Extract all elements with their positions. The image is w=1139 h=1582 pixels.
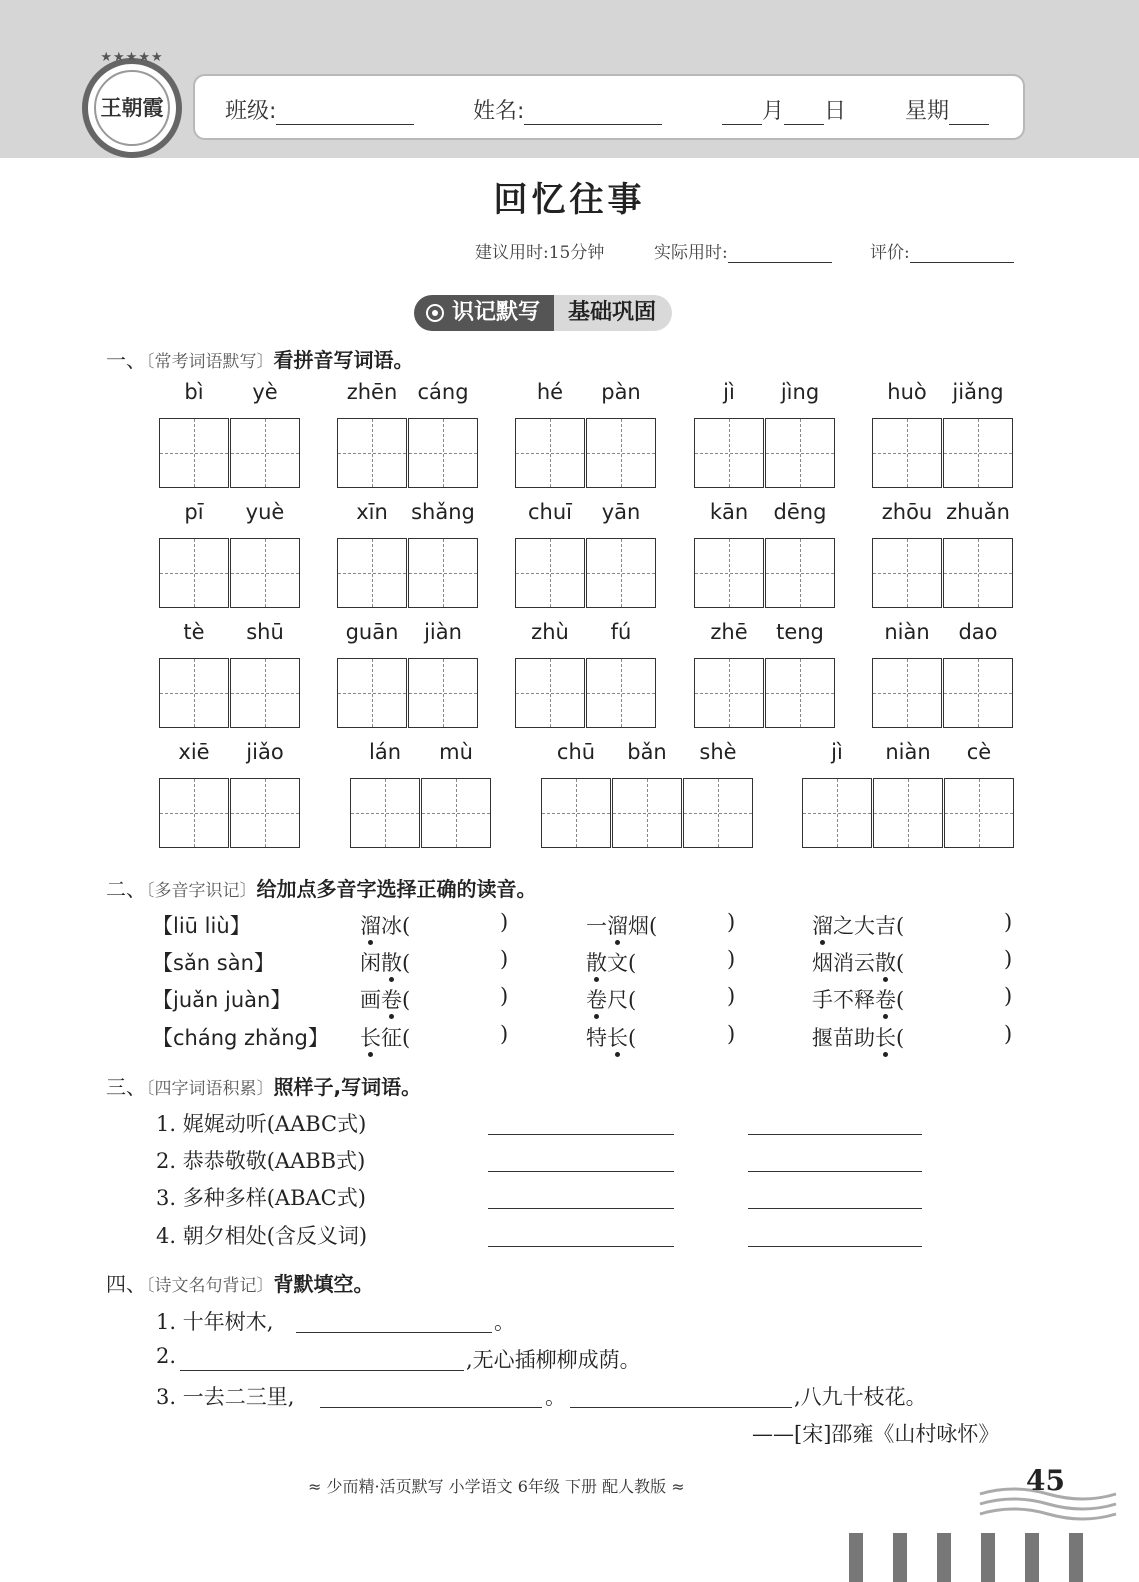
tian-grid-box[interactable] [408,418,478,488]
poem-blank-2[interactable] [180,1370,464,1371]
emphasis-dot [883,1052,888,1057]
tian-grid-box[interactable] [872,658,942,728]
pinyin-syllable: zhē [710,620,748,644]
idiom-answer-line[interactable] [488,1134,674,1135]
edge-bar [1069,1533,1083,1582]
name-field[interactable]: 姓名: [473,94,662,125]
tian-grid-box[interactable] [694,538,764,608]
pinyin-syllable: jiǎng [952,380,1004,404]
pinyin-syllable: jì [723,380,735,404]
pinyin-syllable: chuī [528,500,572,524]
reading-options: 【sǎn sàn】 [152,951,275,975]
pinyin-syllable: xīn [356,500,388,524]
pinyin-syllable: zhōu [881,500,933,524]
idiom-answer-line[interactable] [748,1134,922,1135]
logo-text: 王朝霞 [100,95,164,120]
reading-options: 【juǎn juàn】 [152,988,292,1012]
page-number: 45 [1026,1464,1065,1497]
poem-line1-start: 1. 十年树木, [156,1310,274,1334]
pinyin-syllable: dao [958,620,998,644]
idiom-answer-line[interactable] [748,1246,922,1247]
pinyin-syllable: jiàn [424,620,462,644]
section1-heading: 一、〔常考词语默写〕看拼音写词语。 [106,348,414,372]
close-paren: ) [500,1022,509,1046]
pinyin-syllable: lán [368,740,401,764]
page-title: 回忆往事 [493,180,646,220]
answer-blank[interactable] [427,984,500,1010]
idiom-answer-line[interactable] [748,1171,922,1172]
poem-blank-4[interactable] [570,1407,792,1408]
pinyin-syllable: zhēn [346,380,398,404]
pinyin-syllable: shū [246,620,284,644]
tian-grid-box[interactable] [586,418,656,488]
polyphone-word: 闲散( [360,951,411,975]
polyphone-word: 长征( [360,1026,411,1050]
pinyin-syllable: niàn [884,620,930,644]
polyphone-word: 烟消云散( [812,951,905,975]
edge-bar [893,1533,907,1582]
pinyin-syllable: jìng [780,380,820,404]
pinyin-syllable: mù [439,740,473,764]
pinyin-syllable: kān [709,500,749,524]
close-paren: ) [500,947,509,971]
tian-grid-box[interactable] [943,418,1013,488]
tian-grid-box[interactable] [159,418,229,488]
emphasis-dot [883,977,888,982]
idiom-example: 3. 多种多样(ABAC式) [156,1186,366,1210]
date-field[interactable]: 月 日 [722,94,846,125]
answer-blank[interactable] [921,947,1004,973]
polyphone-word: 溜冰( [360,914,411,938]
footer-series: ≈ 少而精·活页默写 小学语文 6年级 下册 配人教版 ≈ [308,1477,685,1496]
tian-grid-box[interactable] [541,778,611,848]
tian-grid-box[interactable] [515,658,585,728]
close-paren: ) [1004,1022,1013,1046]
pinyin-syllable: niàn [885,740,931,764]
answer-blank[interactable] [674,910,727,936]
tian-grid-box[interactable] [515,538,585,608]
pinyin-syllable: yè [252,380,278,404]
answer-blank[interactable] [427,1022,500,1048]
poem-line1-end: 。 [494,1310,515,1334]
close-paren: ) [1004,947,1013,971]
tian-grid-box[interactable] [765,538,835,608]
star-icon: ★★★★★ [100,50,164,65]
poem-line3-mid: 。 [545,1385,566,1409]
idiom-answer-line[interactable] [748,1208,922,1209]
idiom-answer-line[interactable] [488,1171,674,1172]
answer-blank[interactable] [653,1022,727,1048]
poem-line3-start: 3. 一去二三里, [156,1385,295,1409]
pinyin-syllable: pàn [601,380,641,404]
tian-grid-box[interactable] [230,658,300,728]
tian-grid-box[interactable] [515,418,585,488]
tian-grid-box[interactable] [944,778,1014,848]
emphasis-dot [389,977,394,982]
tian-grid-box[interactable] [230,538,300,608]
pinyin-syllable: dēng [773,500,827,524]
tian-grid-box[interactable] [683,778,753,848]
edge-bar [937,1533,951,1582]
tian-grid-box[interactable] [230,418,300,488]
pinyin-syllable: jiǎo [246,740,284,764]
tian-grid-box[interactable] [694,658,764,728]
tian-grid-box[interactable] [159,778,229,848]
tian-grid-box[interactable] [943,658,1013,728]
idiom-answer-line[interactable] [488,1208,674,1209]
tian-grid-box[interactable] [872,538,942,608]
section4-heading: 四、〔诗文名句背记〕背默填空。 [106,1272,374,1296]
close-paren: ) [1004,910,1013,934]
emphasis-dot [368,940,373,945]
tian-grid-box[interactable] [802,778,872,848]
pinyin-syllable: hé [536,380,564,404]
class-field[interactable]: 班级: [225,94,414,125]
answer-blank[interactable] [921,984,1004,1010]
close-paren: ) [727,984,736,1008]
close-paren: ) [1004,984,1013,1008]
pinyin-syllable: xiē [178,740,210,764]
pinyin-syllable: shǎng [411,500,475,524]
pinyin-syllable: cè [966,740,992,764]
poem-line3-end: ,八九十枝花。 [794,1385,927,1409]
polyphone-word: 散文( [586,951,637,975]
tian-grid-box[interactable] [873,778,943,848]
edge-bar [849,1533,863,1582]
tian-grid-box[interactable] [421,778,491,848]
tian-grid-box[interactable] [337,538,407,608]
poem-line2-end: ,无心插柳柳成荫。 [466,1348,641,1372]
tian-grid-box[interactable] [408,658,478,728]
pinyin-syllable: yān [601,500,641,524]
polyphone-word: 特长( [586,1026,637,1050]
pinyin-syllable: huò [887,380,927,404]
idiom-example: 4. 朝夕相处(含反义词) [156,1224,368,1248]
pinyin-syllable: pī [184,500,204,524]
tian-grid-box[interactable] [159,658,229,728]
student-info-box [193,74,1025,140]
pinyin-syllable: shè [699,740,737,764]
edge-bar [1025,1533,1039,1582]
tian-grid-box[interactable] [765,658,835,728]
emphasis-dot [883,1014,888,1019]
polyphone-word: 一溜烟( [586,914,658,938]
edge-bar [981,1533,995,1582]
section3-heading: 三、〔四字词语积累〕照样子,写词语。 [106,1075,422,1099]
tian-grid-box[interactable] [350,778,420,848]
answer-blank[interactable] [653,947,727,973]
answer-blank[interactable] [921,910,1004,936]
emphasis-dot [594,977,599,982]
publisher-logo [82,50,182,158]
close-paren: ) [727,1022,736,1046]
answer-blank[interactable] [653,984,727,1010]
pinyin-syllable: chū [556,740,596,764]
pinyin-syllable: tè [183,620,205,644]
pinyin-syllable: zhuǎn [946,500,1010,524]
close-paren: ) [500,910,509,934]
tian-grid-box[interactable] [337,658,407,728]
emphasis-dot [615,940,620,945]
tian-grid-box[interactable] [694,418,764,488]
close-paren: ) [727,947,736,971]
tian-grid-box[interactable] [337,418,407,488]
emphasis-dot [368,1052,373,1057]
answer-blank[interactable] [427,910,500,936]
tian-grid-box[interactable] [586,658,656,728]
pinyin-syllable: cáng [417,380,469,404]
pinyin-syllable: yuè [245,500,285,524]
pinyin-syllable: zhù [531,620,569,644]
pinyin-syllable: jì [831,740,843,764]
polyphone-word: 揠苗助长( [812,1026,905,1050]
polyphone-word: 溜之大吉( [812,914,905,938]
medal-icon [426,304,444,322]
close-paren: ) [500,984,509,1008]
idiom-answer-line[interactable] [488,1246,674,1247]
pinyin-syllable: fú [610,620,632,644]
pinyin-syllable: bǎn [627,740,667,764]
tian-grid-box[interactable] [586,538,656,608]
emphasis-dot [820,940,825,945]
tian-grid-box[interactable] [408,538,478,608]
polyphone-word: 手不释卷( [812,988,905,1012]
idiom-example: 2. 恭恭敬敬(AABB式) [156,1149,366,1173]
tian-grid-box[interactable] [612,778,682,848]
poem-line2-start: 2. [156,1344,177,1368]
poem-blank-1[interactable] [296,1332,492,1333]
actual-time-field[interactable]: 实际用时: [654,238,832,263]
emphasis-dot [615,1052,620,1057]
section2-heading: 二、〔多音字识记〕给加点多音字选择正确的读音。 [106,877,537,901]
tian-grid-box[interactable] [765,418,835,488]
emphasis-dot [594,1014,599,1019]
pinyin-syllable: teng [776,620,824,644]
weekday-field[interactable]: 星期 [905,94,989,125]
pinyin-syllable: guān [345,620,399,644]
poem-blank-3[interactable] [320,1407,542,1408]
section-banner: 识记默写 基础巩固 [414,295,672,331]
answer-blank[interactable] [921,1022,1004,1048]
answer-blank[interactable] [427,947,500,973]
polyphone-word: 画卷( [360,988,411,1012]
emphasis-dot [389,1014,394,1019]
tian-grid-box[interactable] [943,538,1013,608]
tian-grid-box[interactable] [872,418,942,488]
tian-grid-box[interactable] [230,778,300,848]
suggested-time: 建议用时:15分钟 [475,243,605,263]
tian-grid-box[interactable] [159,538,229,608]
reading-options: 【liū liù】 [152,914,251,938]
pinyin-syllable: bì [184,380,204,404]
poem-attribution: ——[宋]邵雍《山村咏怀》 [752,1422,1000,1446]
close-paren: ) [727,910,736,934]
reading-options: 【cháng zhǎng】 [152,1026,329,1050]
polyphone-word: 卷尺( [586,988,637,1012]
idiom-example: 1. 娓娓动听(AABC式) [156,1112,367,1136]
evaluation-field[interactable]: 评价: [870,238,1014,263]
